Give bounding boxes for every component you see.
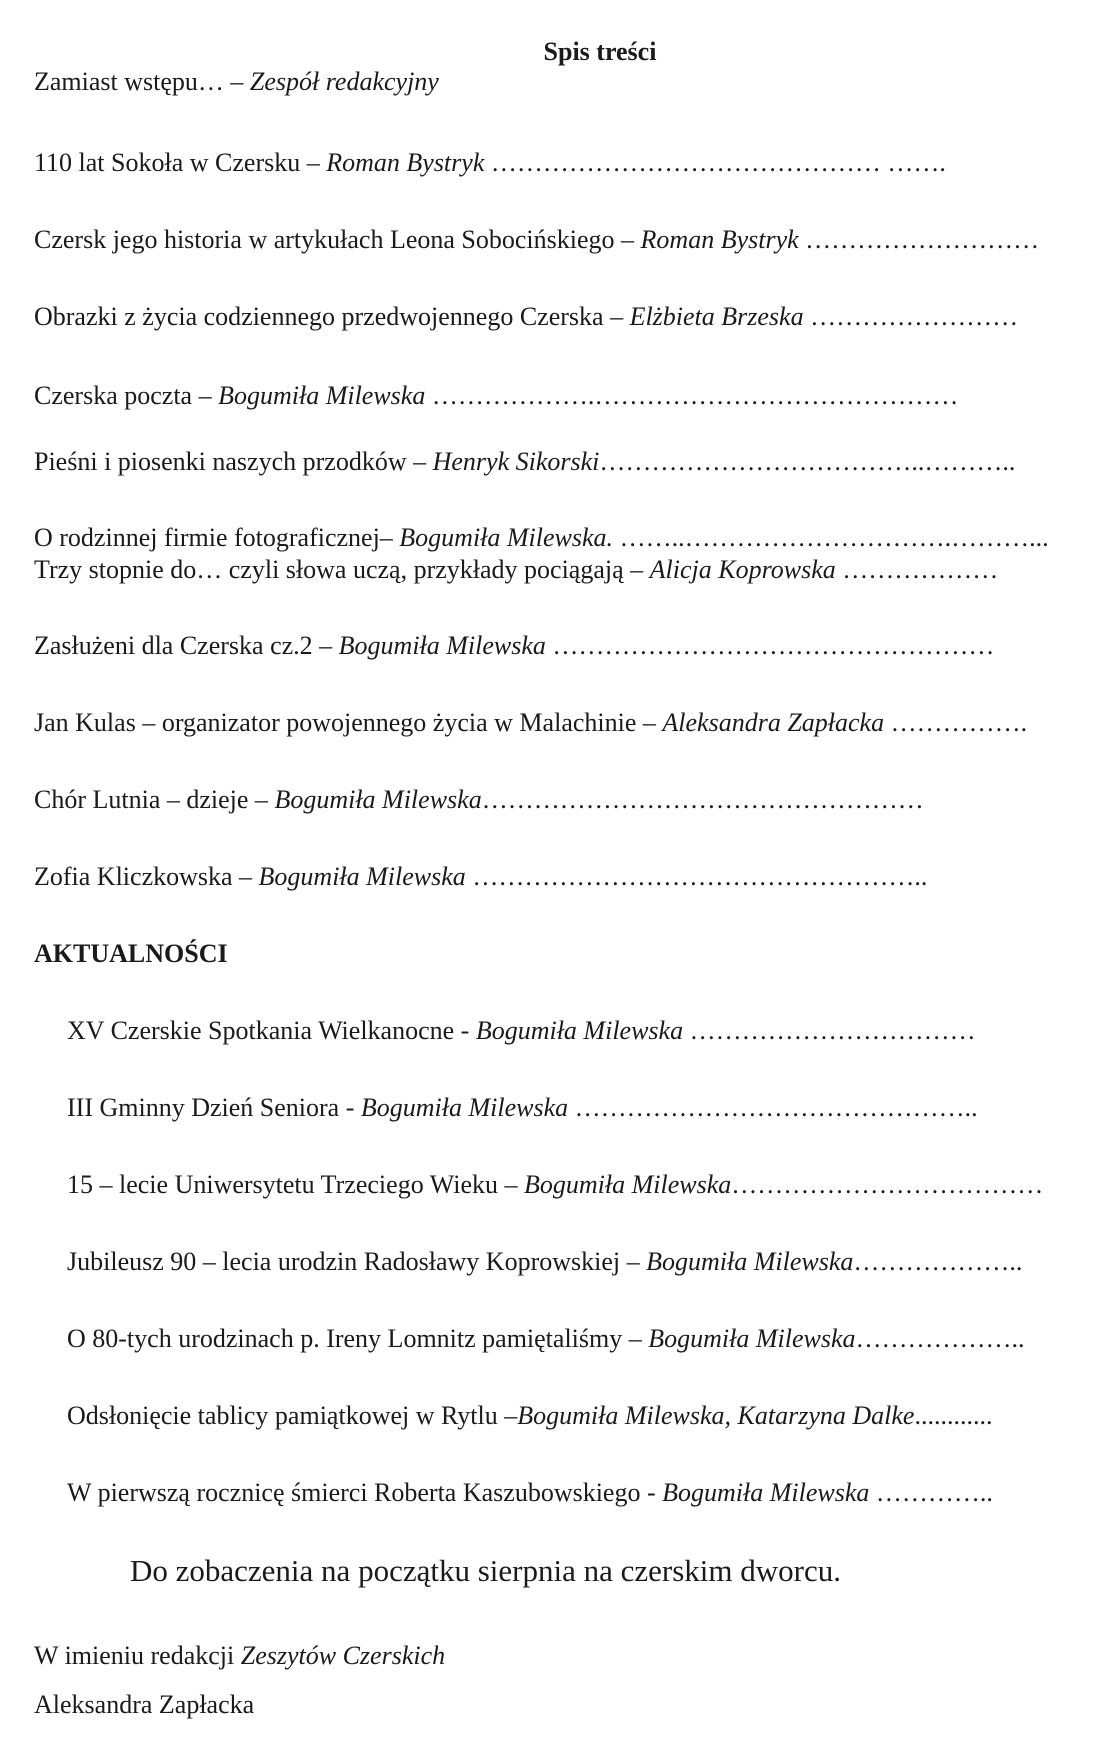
toc-dot-leader: ……………………………………….. [568,1093,978,1122]
toc-dot-leader: …………………………………………….. [465,862,928,891]
toc-entry [34,224,1039,256]
toc-dot-leader: ……………………………………… ……. [484,148,946,177]
toc-entry-title: Trzy stopnie do… czyli słowa uczą, przykłady pociągają – [34,555,650,584]
toc-entry-author: Bogumiła Milewska [218,381,426,410]
toc-entry-title: III Gminny Dzień Seniora - [67,1093,361,1122]
toc-entry-author: Bogumiła Milewska. [399,523,614,552]
toc-dot-leader: …………………………… [683,1016,976,1045]
toc-entry-author: Elżbieta Brzeska [629,302,804,331]
toc-entry-title: Zofia Kliczkowska – [34,862,259,891]
toc-entry-title: Obrazki z życia codziennego przedwojennego Czerska – [34,302,630,331]
toc-dot-leader: …………………………………………… [481,785,924,814]
toc-entry-author: Bogumiła Milewska [523,1170,732,1199]
toc-entry-author: Zespół redakcyjny [249,67,439,96]
toc-entry-author: Roman Bystryk [640,225,799,254]
toc-entry-author: Henryk Sikorski [432,447,600,476]
toc-entry [34,446,1015,478]
toc-entry [34,630,994,662]
signature-name: Aleksandra Zapłacka [34,1690,255,1719]
toc-entry [34,301,1018,333]
toc-dot-leader: …………………………………………… [545,631,995,660]
news-entry [67,1477,993,1509]
toc-dot-leader: ……………………………… [731,1170,1044,1199]
toc-entry [34,147,946,179]
toc-entry-title: O rodzinnej firmie fotograficznej– [34,523,400,552]
toc-entry-title: Jubileusz 90 – lecia urodzin Radosławy Koprowskiej – [67,1247,647,1276]
toc-entry-author: Bogumiła Milewska [648,1324,856,1353]
toc-entry [34,707,1027,739]
toc-entry-author: Bogumiła Milewska [360,1093,569,1122]
toc-entry-author: Bogumiła Milewska [646,1247,854,1276]
toc-entry-title: Odsłonięcie tablicy pamiątkowej w Rytlu – [67,1401,518,1430]
signature-prefix: W imieniu redakcji [34,1641,241,1670]
toc-dot-leader: ……..………………………….………... [613,523,1049,552]
toc-entry-title: 110 lat Sokoła w Czersku – [34,148,327,177]
signature-line [34,1640,445,1672]
toc-dot-leader: …………………… [803,302,1019,331]
news-entry [67,1092,978,1124]
toc-dot-leader: ……………….. [853,1247,1023,1276]
toc-entry-author: Bogumiła Milewska [258,862,466,891]
news-entry [67,1015,976,1047]
toc-entry [34,554,998,586]
toc-entry [34,861,927,893]
toc-entry-author: Roman Bystryk [326,148,485,177]
toc-dot-leader: ……………….. [855,1324,1025,1353]
toc-entry [34,522,1049,554]
toc-entry-author: Alicja Koprowska [649,555,836,584]
toc-entry-title: Pieśni i piosenki naszych przodków – [34,447,433,476]
toc-entry-title: Jan Kulas – organizator powojennego życia w Malachinie – [34,708,663,737]
toc-entry-title: Zamiast wstępu… – [34,67,250,96]
toc-dot-leader: ………….. [869,1478,993,1507]
toc-entry-author: Bogumiła Milewska, Katarzyna Dalke [517,1401,915,1430]
toc-entry [34,784,924,816]
toc-dot-leader: ……………… [835,555,999,584]
section-heading: AKTUALNOŚCI [34,939,228,968]
toc-dot-leader: ………………………………..……….. [599,447,1016,476]
toc-entry-title: Czerska poczta – [34,381,219,410]
toc-entry-title: Chór Lutnia – dzieje – [34,785,275,814]
toc-dot-leader: ............ [914,1401,993,1430]
toc-entry-author: Bogumiła Milewska [274,785,482,814]
toc-dot-leader: ……………. [884,708,1028,737]
toc-entry-author: Bogumiła Milewska [338,631,546,660]
toc-entry-author: Aleksandra Zapłacka [662,708,885,737]
toc-entry-title: 15 – lecie Uniwersytetu Trzeciego Wieku – [67,1170,524,1199]
page-title: Spis treści [543,37,657,66]
toc-intro [34,66,439,98]
toc-dot-leader: ……………………… [798,225,1040,254]
news-entry [67,1400,992,1432]
toc-entry-author: Bogumiła Milewska [475,1016,684,1045]
closing-line: Do zobaczenia na początku sierpnia na czerskim dworcu. [130,1553,841,1588]
toc-entry-title: Zasłużeni dla Czerska cz.2 – [34,631,339,660]
toc-dot-leader: ……………….…………………………………… [425,381,959,410]
toc-entry-author: Bogumiła Milewska [662,1478,870,1507]
news-entry [67,1323,1025,1355]
toc-entry-title: Czersk jego historia w artykułach Leona Sobocińskiego – [34,225,641,254]
toc-entry-title: XV Czerskie Spotkania Wielkanocne - [67,1016,476,1045]
news-entry [67,1169,1043,1201]
news-entry [67,1246,1022,1278]
toc-entry-title: O 80-tych urodzinach p. Ireny Lomnitz pamiętaliśmy – [67,1324,649,1353]
toc-entry-title: W pierwszą rocznicę śmierci Roberta Kaszubowskiego - [67,1478,663,1507]
toc-entry [34,380,958,412]
publication-title: Zeszytów Czerskich [240,1641,446,1670]
